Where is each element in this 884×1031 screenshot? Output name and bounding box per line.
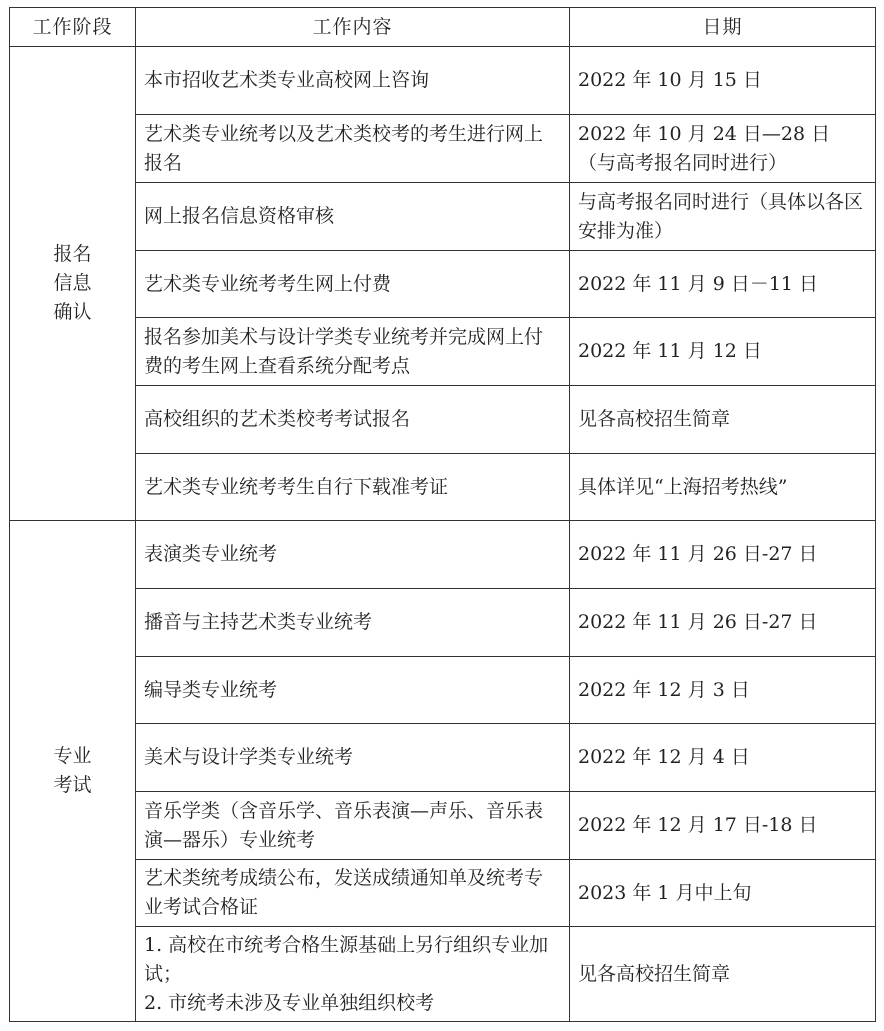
stage-label-line: 信息 [53, 272, 92, 294]
content-cell: 艺术类专业统考考生网上付费 [136, 251, 570, 318]
date-cell: 与高考报名同时进行（具体以各区安排为准） [570, 183, 876, 251]
date-cell: 具体详见“上海招考热线” [570, 454, 876, 521]
date-cell: 2022 年 11 月 9 日－11 日 [570, 251, 876, 318]
table-row [10, 657, 876, 724]
content-cell: 编导类专业统考 [136, 657, 570, 724]
stage-label-line: 确认 [53, 301, 92, 323]
table-row [10, 454, 876, 521]
table-row [10, 183, 876, 251]
header-content: 工作内容 [136, 8, 570, 47]
stage-label-line: 专业 [53, 745, 92, 767]
content-line: 1. 高校在市统考合格生源基础上另行组织专业加试； [144, 933, 549, 985]
table-row [10, 386, 876, 454]
table-row [10, 115, 876, 183]
date-cell: 2022 年 12 月 4 日 [570, 724, 876, 792]
header-stage: 工作阶段 [10, 8, 136, 47]
date-cell: 2022 年 12 月 3 日 [570, 657, 876, 724]
date-cell: 见各高校招生简章 [570, 927, 876, 1022]
date-cell: 2022 年 10 月 24 日—28 日（与高考报名同时进行） [570, 115, 876, 183]
table-row [10, 251, 876, 318]
content-cell: 艺术类专业统考考生自行下载准考证 [136, 454, 570, 521]
content-cell: 艺术类统考成绩公布，发送成绩通知单及统考专业考试合格证 [136, 860, 570, 927]
date-cell: 2023 年 1 月中上旬 [570, 860, 876, 927]
date-cell: 2022 年 11 月 26 日-27 日 [570, 521, 876, 589]
header-date: 日期 [570, 8, 876, 47]
table-row [10, 521, 876, 589]
schedule-table [9, 7, 876, 1022]
table-row [10, 724, 876, 792]
stage-label-line: 报名 [53, 243, 92, 265]
content-cell: 播音与主持艺术类专业统考 [136, 589, 570, 657]
content-cell: 报名参加美术与设计学类专业统考并完成网上付费的考生网上查看系统分配考点 [136, 318, 570, 386]
content-cell: 高校组织的艺术类校考考试报名 [136, 386, 570, 454]
header-row [10, 8, 876, 47]
date-cell: 见各高校招生简章 [570, 386, 876, 454]
table-row [10, 47, 876, 115]
table-row [10, 860, 876, 927]
content-cell: 音乐学类（含音乐学、音乐表演—声乐、音乐表演—器乐）专业统考 [136, 792, 570, 860]
table-row [10, 792, 876, 860]
stage-cell-registration [10, 47, 136, 521]
content-cell: 网上报名信息资格审核 [136, 183, 570, 251]
content-cell: 本市招收艺术类专业高校网上咨询 [136, 47, 570, 115]
content-line: 2. 市统考未涉及专业单独组织校考 [144, 991, 435, 1014]
date-cell: 2022 年 10 月 15 日 [570, 47, 876, 115]
content-cell [136, 927, 570, 1022]
stage-label-line: 考试 [53, 774, 92, 796]
content-cell: 表演类专业统考 [136, 521, 570, 589]
table-row [10, 927, 876, 1022]
table-row [10, 318, 876, 386]
stage-cell-exam [10, 521, 136, 1022]
date-cell: 2022 年 11 月 26 日-27 日 [570, 589, 876, 657]
date-cell: 2022 年 11 月 12 日 [570, 318, 876, 386]
date-cell: 2022 年 12 月 17 日-18 日 [570, 792, 876, 860]
content-cell: 美术与设计学类专业统考 [136, 724, 570, 792]
table-row [10, 589, 876, 657]
content-cell: 艺术类专业统考以及艺术类校考的考生进行网上报名 [136, 115, 570, 183]
